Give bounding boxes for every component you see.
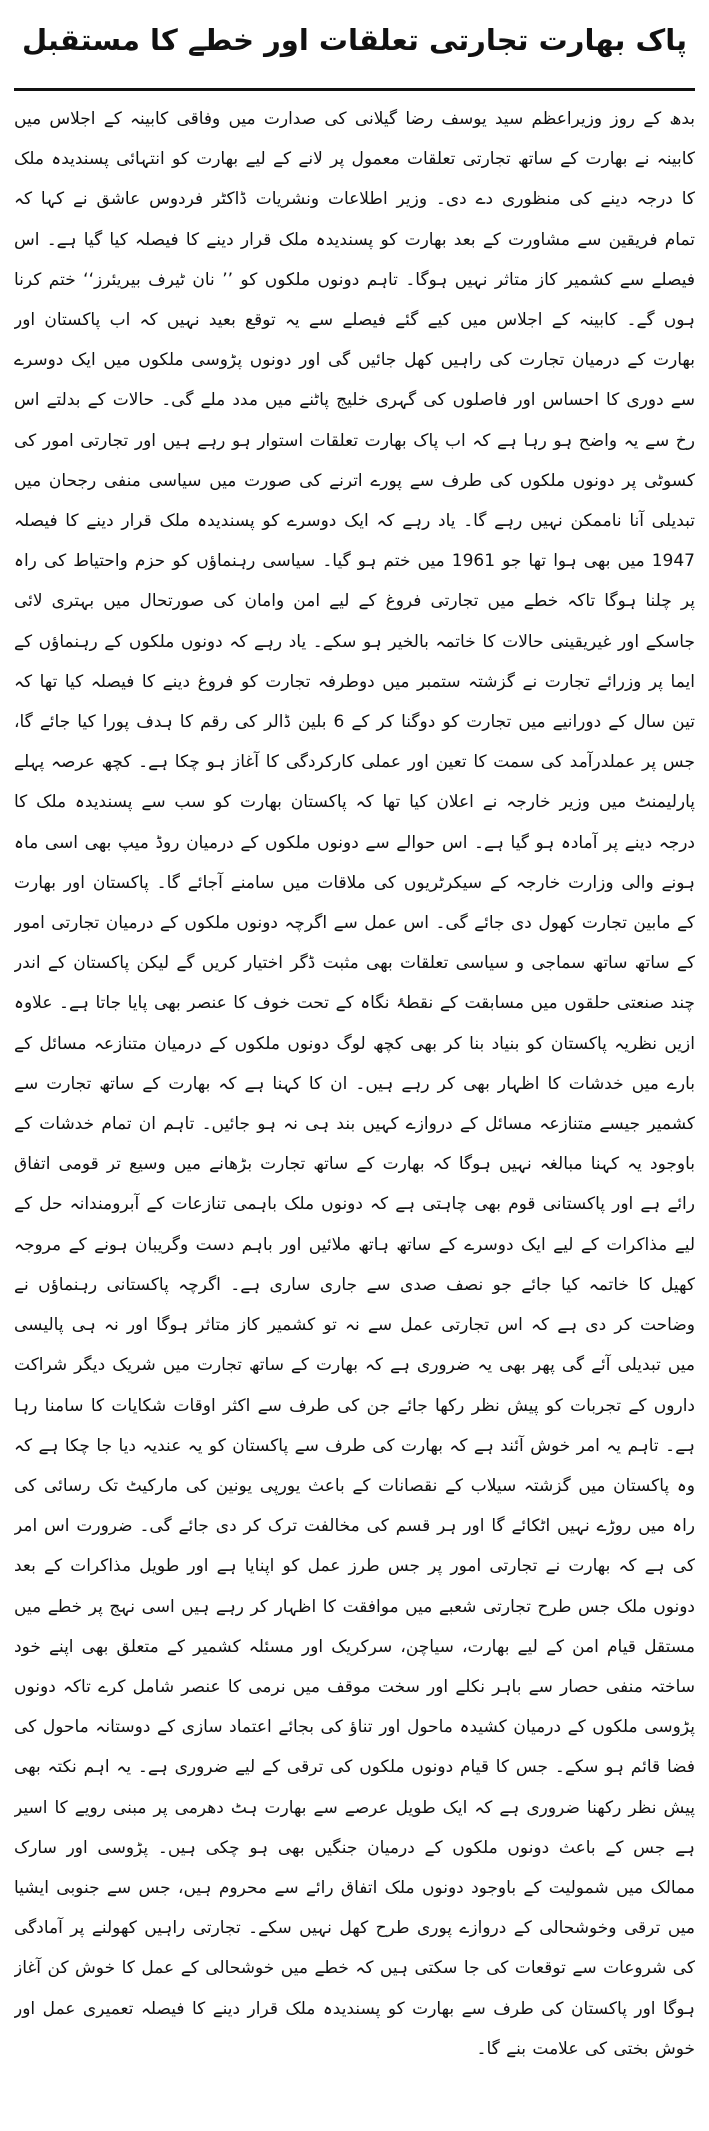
editorial-headline: پاک بھارت تجارتی تعلقات اور خطے کا مستقبل <box>22 23 687 57</box>
editorial-body: بدھ کے روز وزیراعظم سید یوسف رضا گیلانی کی صدارت میں وفاقی کابینہ کے اجلاس میں کابینہ نے بھارت کے ساتھ تجارتی تعلقات معمول پر لانے کے لیے بھارت کو انتہائی پسندیدہ ملک کا درجہ دینے کی منظوری دے دی۔ وزیر اطلاعات ونشریات ڈاکٹر فردوس عاشق نے کہا کہ تمام فریقین سے مشاورت کے بعد بھارت کو پسندیدہ ملک قرار دینے کا فیصلہ کیا گیا ہے۔ اس فیصلے سے کشمیر کاز متاثر نہیں ہوگا۔ تاہم دونوں ملکوں کو ’’ نان ٹیرف بیریئرز‘‘ ختم کرنا ہوں گے۔ کابینہ کے اجلاس میں کیے گئے فیصلے سے یہ توقع بعید نہیں کہ اب پاکستان اور بھارت کے درمیان تجارت کی راہیں کھل جائیں گی اور دونوں پڑوسی ملکوں میں ایک دوسرے سے دوری کا احساس اور فاصلوں کی گہری خلیج پاٹنے میں مدد ملے گی۔ حالات کے بدلتے اس رخ سے یہ واضح ہو رہا ہے کہ اب پاک بھارت تعلقات استوار ہو رہے ہیں اور تجارتی امور کی کسوٹی پر دونوں ملکوں کی طرف سے پورے اترنے کی صورت میں سیاسی منفی رجحان میں تبدیلی آنا ناممکن نہیں رہے گا۔ یاد رہے کہ ایک دوسرے کو پسندیدہ ملک قرار دینے کا فیصلہ 1947 میں بھی ہوا تھا جو 1961 میں ختم ہو گیا۔ سیاسی رہنماؤں کو حزم واحتیاط کی راہ پر چلنا ہوگا تاکہ خطے میں تجارتی فروغ کے لیے امن وامان کی صورتحال میں بہتری لائی جاسکے اور غیریقینی حالات کا خاتمہ بالخیر ہو سکے۔ یاد رہے کہ دونوں ملکوں کے رہنماؤں کے ایما پر وزرائے تجارت نے گزشتہ ستمبر میں دوطرفہ تجارت کو فروغ دینے کا فیصلہ کیا تھا کہ تین سال کے دورانیے میں تجارت کو دوگنا کر کے 6 بلین ڈالر کی رقم کا ہدف پورا کیا جائے گا، جس پر عملدرآمد کی سمت کا تعین اور عملی کارکردگی کا آغاز ہو چکا ہے۔ کچھ عرصہ پہلے پارلیمنٹ میں وزیر خارجہ نے اعلان کیا تھا کہ پاکستان بھارت کو سب سے پسندیدہ ملک کا درجہ دینے پر آمادہ ہو گیا ہے۔ اس حوالے سے دونوں ملکوں کے درمیان روڈ میپ بھی اسی ماہ ہونے والی وزارت خارجہ کے سیکرٹریوں کی ملاقات میں سامنے آجائے گا۔ پاکستان اور بھارت کے مابین تجارت کھول دی جائے گی۔ اس عمل سے اگرچہ دونوں ملکوں کے درمیان تجارتی امور کے ساتھ ساتھ سماجی و سیاسی تعلقات بھی مثبت ڈگر اختیار کریں گے لیکن پاکستان کے اندر چند صنعتی حلقوں میں مسابقت کے نقطۂ نگاہ کے تحت خوف کا عنصر بھی پایا جاتا ہے۔ علاوہ ازیں نظریہ پاکستان کو بنیاد بنا کر بھی کچھ لوگ دونوں ملکوں کے درمیان متنازعہ مسائل کے بارے میں خدشات کا اظہار بھی کر رہے ہیں۔ ان کا کہنا ہے کہ بھارت کے ساتھ تجارت سے کشمیر جیسے متنازعہ مسائل کے دروازے کہیں بند ہی نہ ہو جائیں۔ تاہم ان تمام خدشات کے باوجود یہ کہنا مبالغہ نہیں ہوگا کہ بھارت کے ساتھ تجارت بڑھانے میں وسیع تر قومی اتفاق رائے ہے اور پاکستانی قوم بھی چاہتی ہے کہ دونوں ملک باہمی تنازعات کے آبرومندانہ حل کے لیے مذاکرات کے لیے ایک دوسرے کے ساتھ ہاتھ ملائیں اور باہم دست وگریبان ہونے کے مروجہ کھیل کا خاتمہ کیا جائے جو نصف صدی سے جاری ساری ہے۔ اگرچہ پاکستانی رہنماؤں نے وضاحت کر دی ہے کہ اس تجارتی عمل سے نہ تو کشمیر کاز متاثر ہوگا اور نہ ہی پالیسی میں تبدیلی آئے گی پھر بھی یہ ضروری ہے کہ بھارت کے ساتھ تجارت میں شریک دیگر شراکت داروں کے تجربات کو پیش نظر رکھا جائے جن کی طرف سے اکثر اوقات شکایات کا سامنا رہا ہے۔ تاہم یہ امر خوش آئند ہے کہ بھارت کی طرف سے پاکستان کو یہ عندیہ دیا جا چکا ہے کہ وہ پاکستان میں گزشتہ سیلاب کے نقصانات کے باعث یورپی یونین کی مارکیٹ تک رسائی کی راہ میں روڑے نہیں اٹکائے گا اور ہر قسم کی مخالفت ترک کر دی جائے گی۔ ضرورت اس امر کی ہے کہ بھارت نے تجارتی امور پر جس طرز عمل کو اپنایا ہے اور طویل مذاکرات کے بعد دونوں ملک جس طرح تجارتی شعبے میں موافقت کا اظہار کر رہے ہیں اسی نہج پر خطے میں مستقل قیام امن کے لیے بھارت، سیاچن، سرکریک اور مسئلہ کشمیر کے متعلق بھی اپنے خود ساختہ منفی حصار سے باہر نکلے اور سخت موقف میں نرمی کا عنصر شامل کرے تاکہ دونوں پڑوسی ملکوں کے درمیان کشیدہ ماحول اور تناؤ کی بجائے اعتماد سازی کے دوستانہ ماحول کی فضا قائم ہو سکے۔ جس کا قیام دونوں ملکوں کی ترقی کے لیے ضروری ہے۔ یہ اہم نکتہ بھی پیش نظر رکھنا ضروری ہے کہ ایک طویل عرصے سے بھارت ہٹ دھرمی پر مبنی رویے کا اسیر ہے جس کے باعث دونوں ملکوں کے درمیان جنگیں بھی ہو چکی ہیں۔ پڑوسی اور سارک ممالک میں شمولیت کے باوجود دونوں ملک اتفاق رائے سے محروم ہیں، جس سے جنوبی ایشیا میں ترقی وخوشحالی کے دروازے پوری طرح کھل نہیں سکے۔ تجارتی راہیں کھولنے پر آمادگی کی شروعات سے توقعات کی جا سکتی ہیں کہ خطے میں خوشحالی کے عمل کا خوش کن آغاز ہوگا اور پاکستان کی طرف سے بھارت کو پسندیدہ ملک قرار دینے کا فیصلہ تعمیری عمل اور خوش بختی کی علامت بنے گا۔ <box>14 109 695 2059</box>
headline-divider <box>14 88 695 91</box>
